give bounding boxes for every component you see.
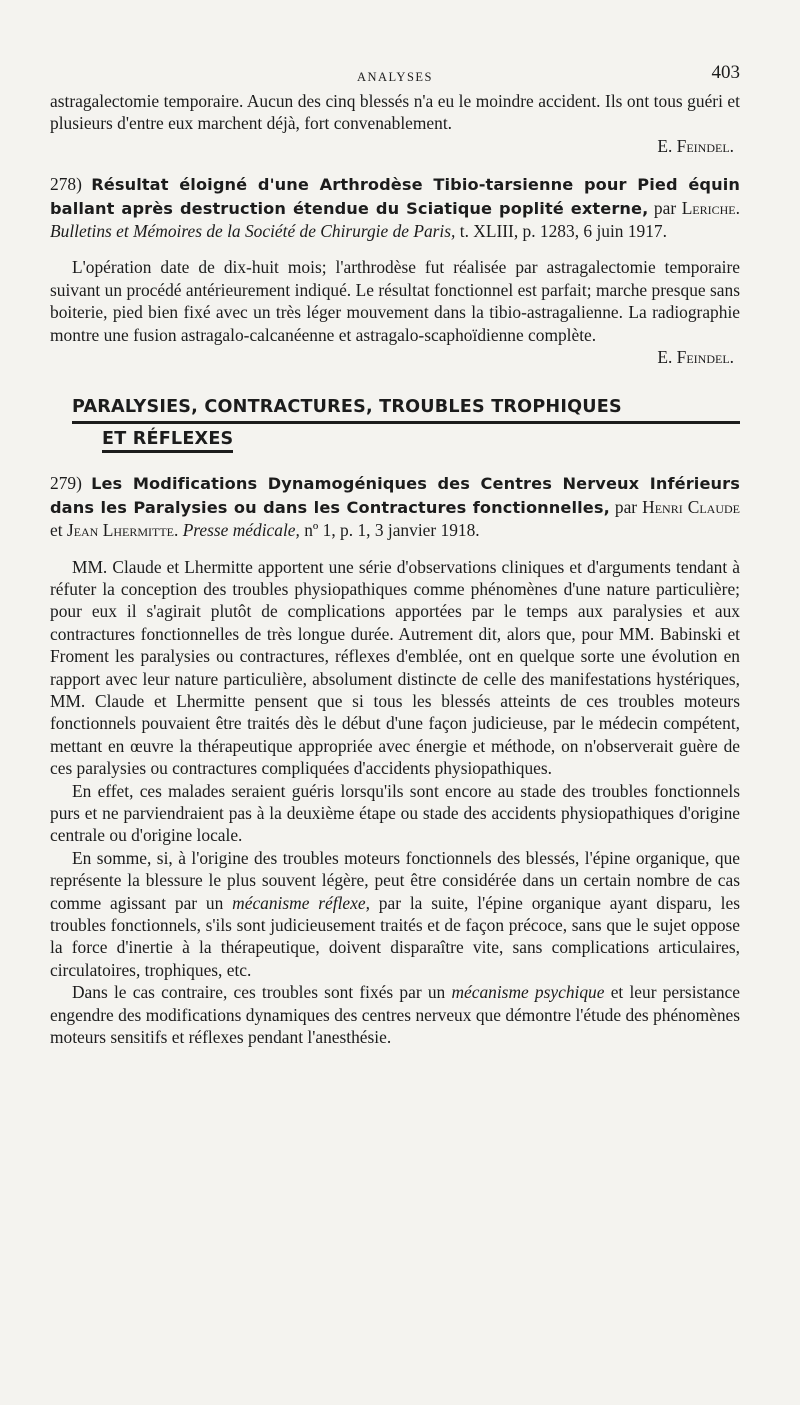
entry-279-paragraph-4-a: Dans le cas contraire, ces troubles sont fixés par un	[72, 982, 446, 1003]
entry-279-by: par	[614, 496, 638, 517]
entry-278-by: par	[653, 197, 677, 218]
entry-279-paragraph-4	[50, 981, 740, 1048]
prev-entry-signature: E. Feindel.	[657, 135, 734, 156]
entry-279-and: et	[50, 520, 63, 541]
entry-279-author2: Jean Lhermitte.	[66, 520, 179, 541]
entry-279-number: 279)	[50, 473, 82, 494]
section-heading	[72, 396, 740, 450]
entry-279-journal: Presse médicale,	[182, 520, 300, 541]
entry-279-author1: Henri Claude	[642, 496, 740, 517]
entry-278-title: Résultat éloigné d'une Arthrodèse Tibio-tarsienne pour Pied équin ballant après destruction étendue du Sciatique poplité externe,	[50, 175, 740, 218]
entry-278-reference: t. XLIII, p. 1283, 6 juin 1917.	[459, 221, 667, 242]
section-heading-line2: ET RÉFLEXES	[102, 429, 233, 453]
entry-278-author: Leriche.	[681, 197, 740, 218]
entry-279-paragraph-3-italic: mécanisme réflexe,	[232, 892, 370, 913]
entry-279-reference: nº 1, p. 1, 3 janvier 1918.	[304, 520, 480, 541]
section-heading-line1: PARALYSIES, CONTRACTURES, TROUBLES TROPHIQUES	[72, 396, 740, 423]
entry-279-title: Les Modifications Dynamogéniques des Centres Nerveux Inférieurs dans les Paralysies ou dans les Contractures fonctionnelles,	[50, 474, 740, 517]
page-number: 403	[711, 62, 740, 83]
entry-279-paragraph-1: MM. Claude et Lhermitte apportent une série d'observations cliniques et d'arguments tendant à réfuter la conception des troubles physiopathiques comme phénomènes d'une nature particulière; pour eux il s'agirait plutôt de complications apportées par le temps aux paralysies et aux contractures fonctionnelles de très longue durée. Autrement dit, alors que, pour MM. Babinski et Froment les paralysies ou contractures, réflexes d'emblée, ont en quelque sorte une évolution en rapport avec leur nature particulière, absolument distincte de celle des manifestations hystériques, MM. Claude et Lhermitte pensent que si tous les blessés atteints de ces troubles moteurs fonctionnels pouvaient être traités dès le début d'une façon judicieuse, par le médecin compétent, mettant en œuvre la thérapeutique appropriée avec énergie et méthode, on n'observerait guère de ces paralysies ou contractures compliquées d'accidents physiopathiques.	[50, 556, 740, 779]
entry-279-paragraph-4-b: et leur persistance engendre des modifications dynamiques des centres nerveux que démontre l'étude des phénomènes moteurs sensitifs et réflexes pendant l'anesthésie.	[50, 982, 740, 1048]
prev-entry-tail: astragalectomie temporaire. Aucun des cinq blessés n'a eu le moindre accident. Ils ont tous guéri et plusieurs d'entre eux marchent déjà, fort convenablement.	[50, 91, 740, 134]
entry-278-journal: Bulletins et Mémoires de la Société de Chirurgie de Paris,	[50, 221, 456, 242]
page	[50, 62, 740, 1048]
entry-279-paragraph-4-italic: mécanisme psychique	[451, 982, 605, 1003]
entry-279-heading	[50, 472, 740, 541]
entry-278-body: L'opération date de dix-huit mois; l'arthrodèse fut réalisée par astragalectomie temporaire suivant un procédé antérieurement indiqué. Le résultat fonctionnel est parfait; marche presque sans boiterie, pied bien fixé avec un très léger mouvement dans la tibio-astragalienne. La radiographie montre une fusion astragalo-calcanéenne et astragalo-scaphoïdienne complète.	[50, 257, 740, 345]
entry-279-paragraph-3-a: En somme, si, à l'origine des troubles moteurs fonctionnels des blessés, l'épine organique, que représente la blessure le plus souvent légère, peut être considérée dans un certain nombre de cas comme agissant par un	[50, 847, 740, 913]
entry-278-heading	[50, 173, 740, 242]
entry-279-paragraph-3	[50, 847, 740, 981]
entry-279-paragraph-3-b: par la suite, l'épine organique ayant disparu, les troubles fonctionnels, s'ils sont judicieusement traités et de façon précoce, sans que le sujet oppose la force d'inertie à la thérapeutique, doivent disparaître vite, sans complications articulaires, circulatoires, trophiques, etc.	[50, 892, 740, 980]
running-head	[50, 62, 740, 90]
entry-278-number: 278)	[50, 174, 82, 195]
entry-279-paragraph-2: En effet, ces malades seraient guéris lorsqu'ils sont encore au stade des troubles fonctionnels purs et ne parviendraient pas à la deuxième étape ou stade des accidents physiopathiques d'origine centrale ou d'origine locale.	[50, 780, 740, 846]
entry-278-signature: E. Feindel.	[657, 347, 734, 368]
running-title: ANALYSES	[356, 70, 434, 84]
